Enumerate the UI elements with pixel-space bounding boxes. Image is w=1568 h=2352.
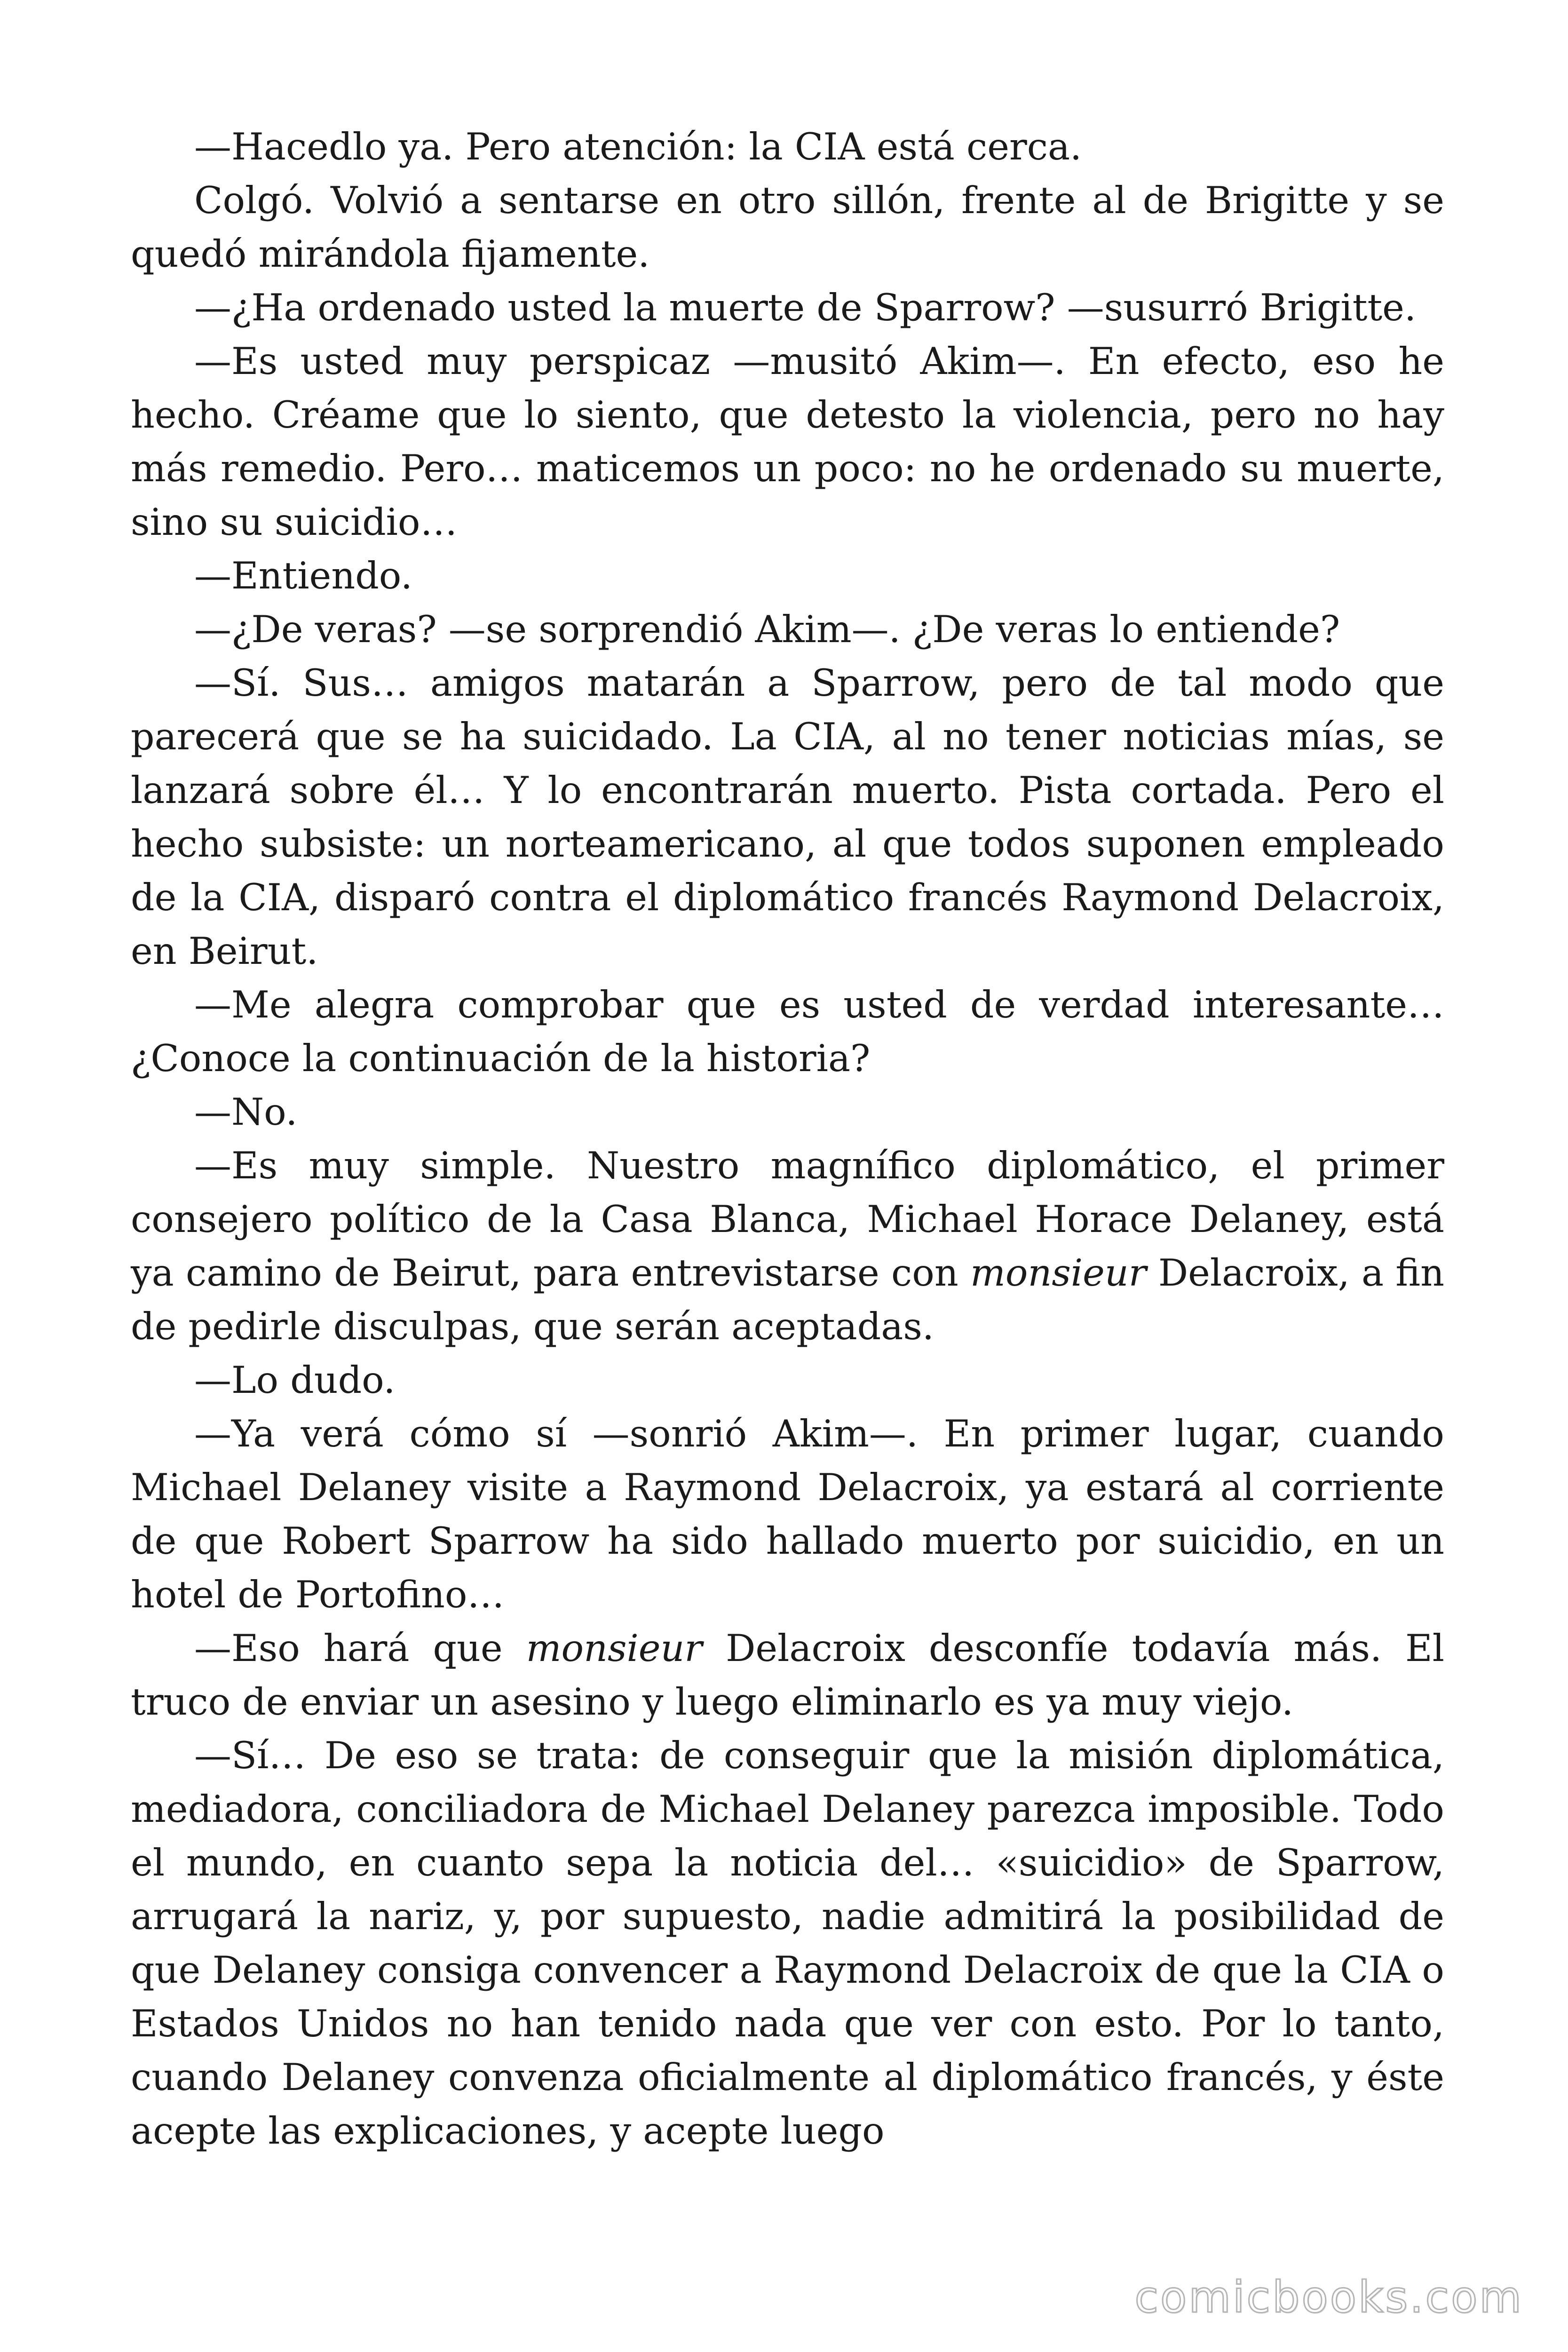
paragraph: Colgó. Volvió a sentarse en otro sillón, frente al de Brigitte y se quedó mirándola fijamente.	[131, 179, 1444, 276]
paragraph: —Sí… De eso se trata: de conseguir que la misión diplomática, mediadora, conciliadora de Michael Delaney parezca imposible. Todo el mundo, en cuanto sepa la noticia del… «suicidio» de Sparrow, arrugará la nariz, y, por supuesto, nadie admitirá la posibilidad de que Delaney consiga convencer a Raymond Delacroix de que la CIA o Estados Unidos no han tenido nada que ver con esto. Por lo tanto, cuando Delaney convenza oficialmente al diplomático francés, y éste acepte las explicaciones, y acepte luego	[131, 1734, 1444, 2153]
italic-word: monsieur	[526, 1627, 703, 1670]
paragraph: —Eso hará que monsieur Delacroix desconfíe todavía más. El truco de enviar un asesino y luego eliminarlo es ya muy viejo.	[131, 1627, 1444, 1724]
paragraph: —Es usted muy perspicaz —musitó Akim—. En efecto, eso he hecho. Créame que lo siento, que detesto la violencia, pero no hay más remedio. Pero… maticemos un poco: no he ordenado su muerte, sino su suicidio…	[131, 340, 1444, 544]
watermark-logo: comicbooks.com	[1134, 2272, 1523, 2322]
paragraph: —Ya verá cómo sí —sonrió Akim—. En primer lugar, cuando Michael Delaney visite a Raymond Delacroix, ya estará al corriente de que Robert Sparrow ha sido hallado muerto por suicidio, en un hotel de Portofino…	[131, 1412, 1444, 1616]
paragraph: —¿Ha ordenado usted la muerte de Sparrow? —susurró Brigitte.	[194, 286, 1417, 329]
paragraph: —¿De veras? —se sorprendió Akim—. ¿De veras lo entiende?	[194, 608, 1340, 651]
paragraph: —Sí. Sus… amigos matarán a Sparrow, pero de tal modo que parecerá que se ha suicidado. La CIA, al no tener noticias mías, se lanzará sobre él… Y lo encontrarán muerto. Pista cortada. Pero el hecho subsiste: un norteamericano, al que todos suponen empleado de la CIA, disparó contra el diplomático francés Raymond Delacroix, en Beirut.	[131, 661, 1444, 973]
paragraph: —Es muy simple. Nuestro magnífico diplomático, el primer consejero político de la Casa Blanca, Michael Horace Delaney, está ya camino de Beirut, para entrevistarse con monsieur Delacroix, a fin de pedirle disculpas, que serán aceptadas.	[131, 1144, 1445, 1348]
paragraph: —No.	[194, 1090, 298, 1134]
italic-word: monsieur	[970, 1251, 1147, 1295]
paragraph: —Me alegra comprobar que es usted de verdad interesante… ¿Conoce la continuación de la historia?	[131, 983, 1444, 1080]
paragraph: —Entiendo.	[194, 554, 413, 597]
body-text	[131, 120, 1444, 2158]
paragraph: —Hacedlo ya. Pero atención: la CIA está cerca.	[194, 125, 1082, 168]
paragraph: —Lo dudo.	[194, 1359, 396, 1402]
